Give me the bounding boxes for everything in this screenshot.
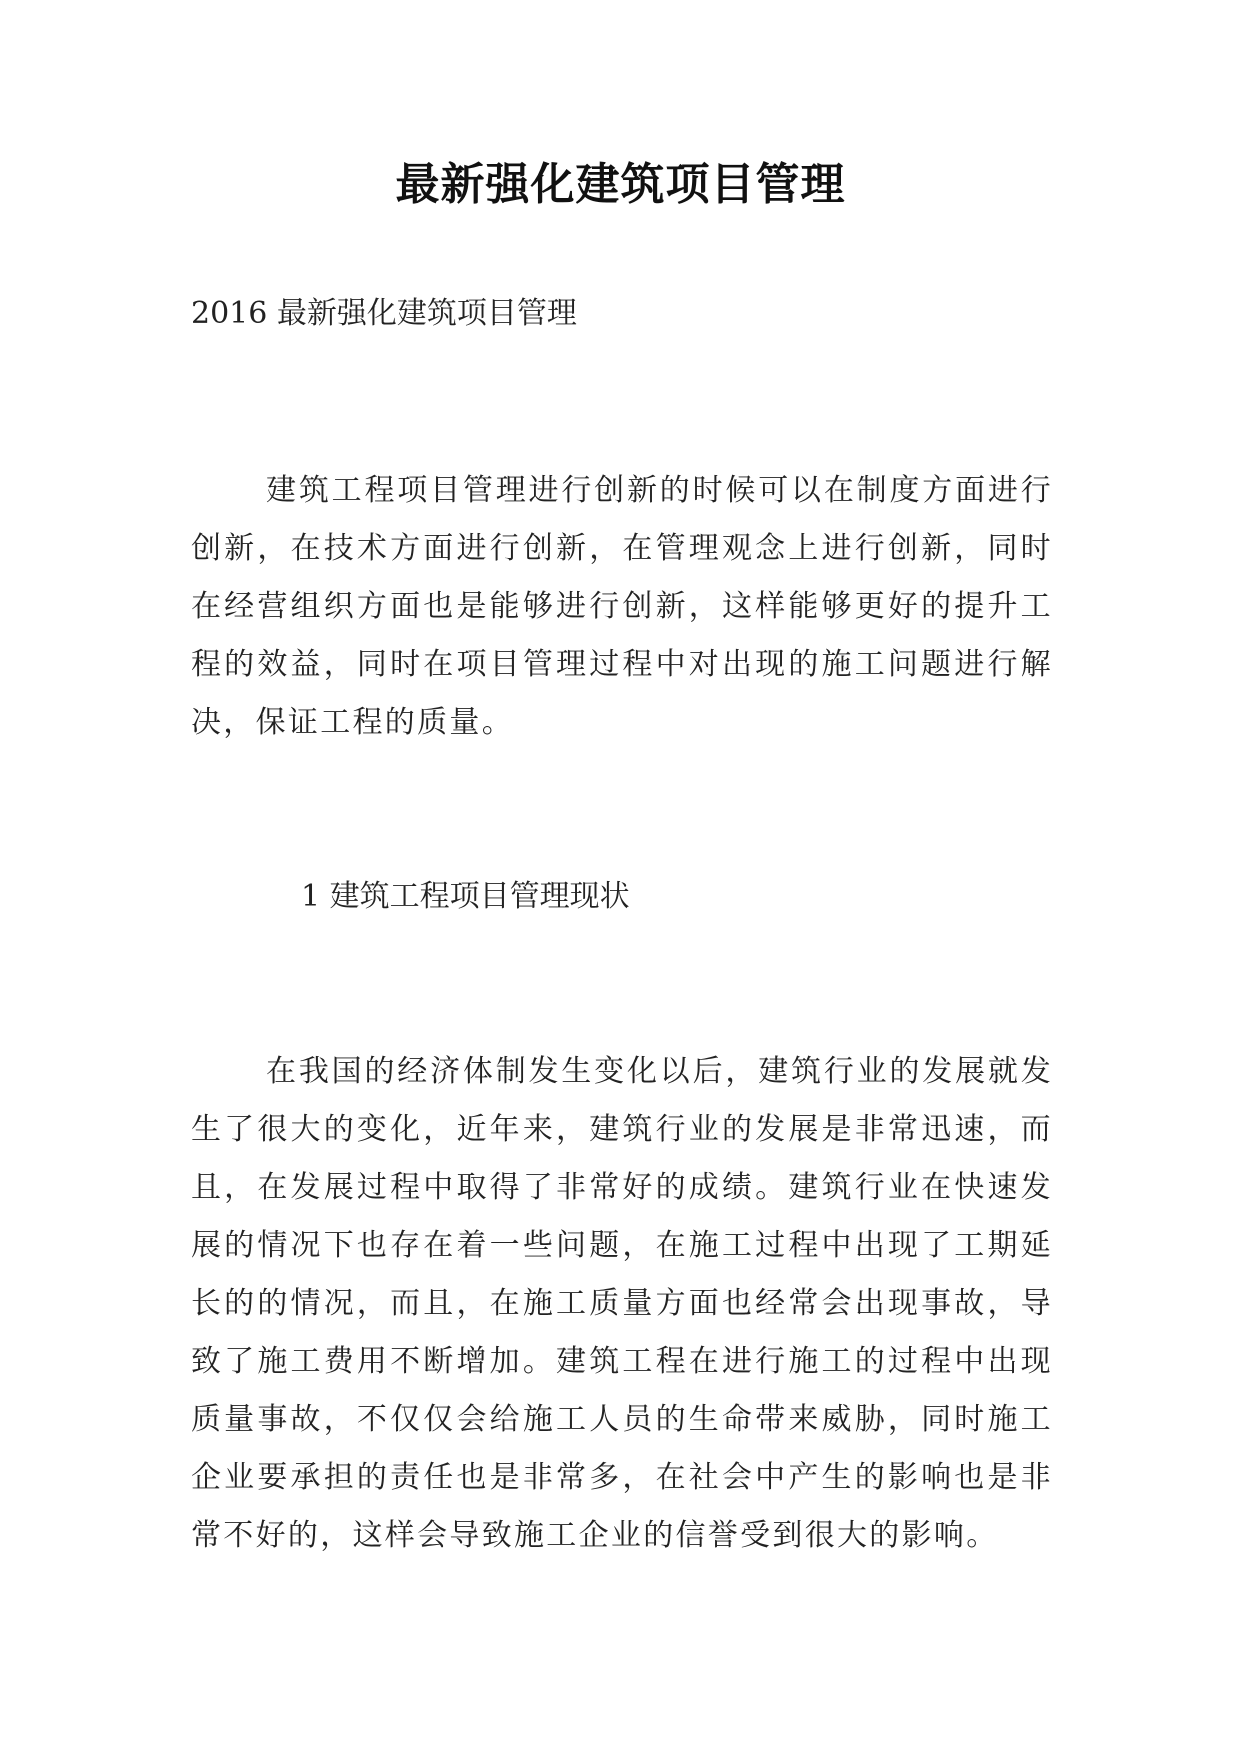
document-subtitle: 2016 最新强化建筑项目管理 <box>191 296 577 331</box>
section-heading: 1 建筑工程项目管理现状 <box>301 879 630 914</box>
paragraph-intro: 建筑工程项目管理进行创新的时候可以在制度方面进行创新，在技术方面进行创新，在管理观念上进行创新，同时在经营组织方面也是能够进行创新，这样能够更好的提升工程的效益，同时在项目管理过程中对出现的施工问题进行解决，保证工程的质量。 <box>191 473 1053 740</box>
paragraph-status: 在我国的经济体制发生变化以后，建筑行业的发展就发生了很大的变化，近年来，建筑行业的发展是非常迅速，而且，在发展过程中取得了非常好的成绩。建筑行业在快速发展的情况下也存在着一些问题，在施工过程中出现了工期延长的的情况，而且，在施工质量方面也经常会出现事故，导致了施工费用不断增加。建筑工程在进行施工的过程中出现质量事故，不仅仅会给施工人员的生命带来威胁，同时施工企业要承担的责任也是非常多，在社会中产生的影响也是非常不好的，这样会导致施工企业的信誉受到很大的影响。 <box>191 1054 1053 1553</box>
document-title: 最新强化建筑项目管理 <box>395 159 846 210</box>
